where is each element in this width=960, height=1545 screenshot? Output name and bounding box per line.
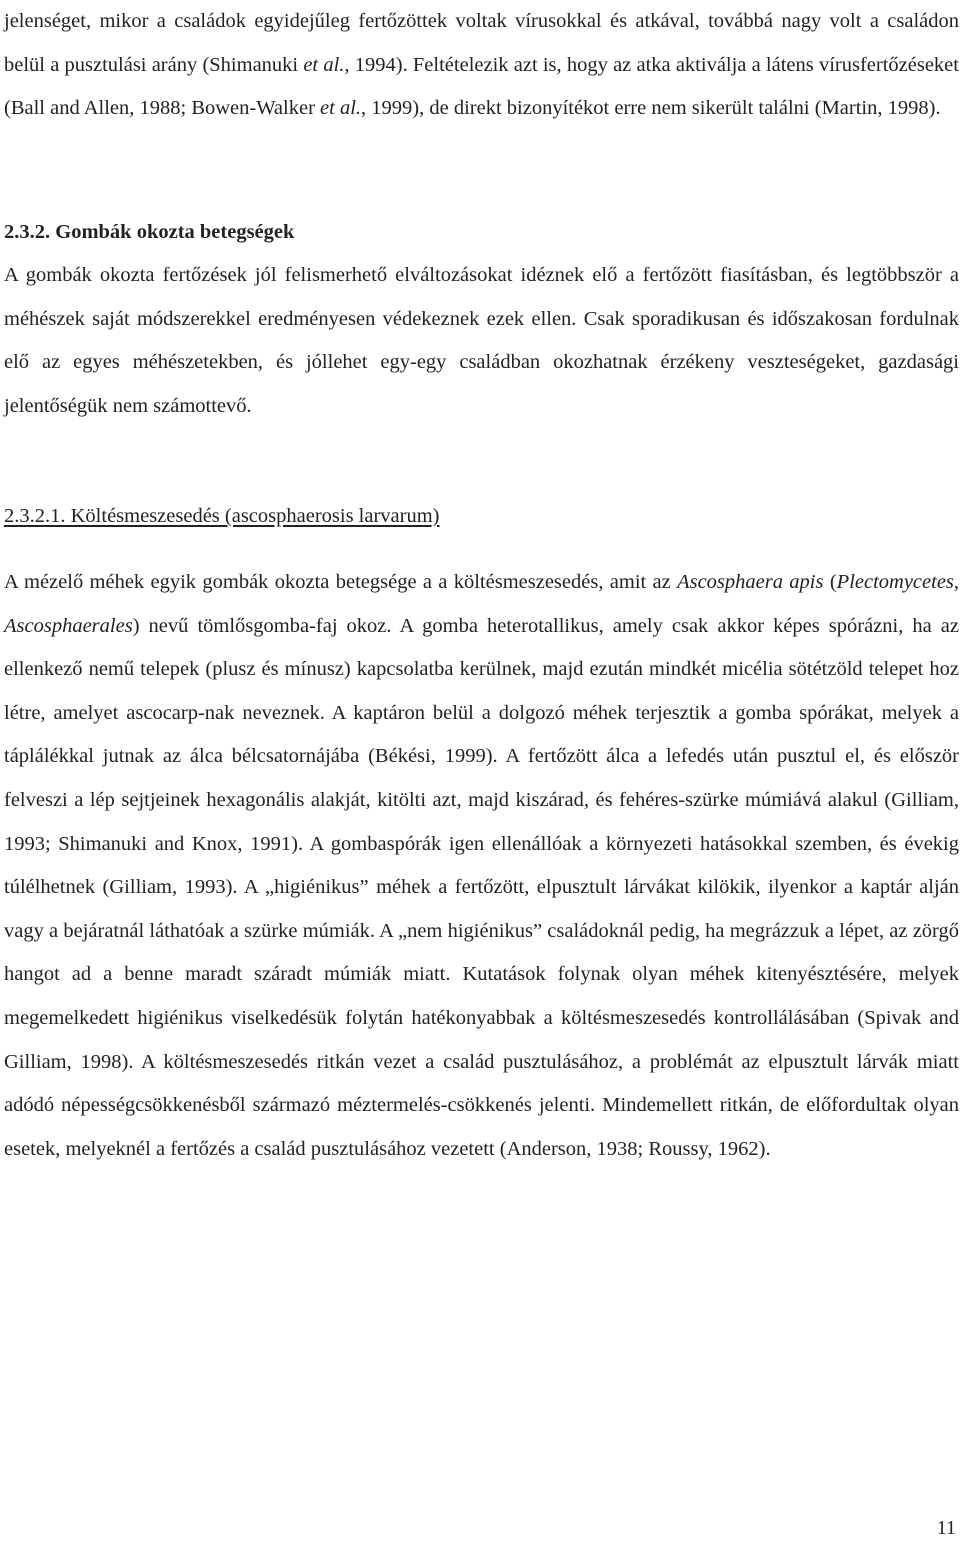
- text-run: (: [823, 571, 837, 593]
- paragraph-virus-mite: [4, 0, 959, 131]
- text-run: A gombák okozta fertőzések jól felismerhető elváltozásokat idéznek elő a fertőzött fiasításban, és legtöbbször a méhészek saját módszerekkel eredményesen védekeznek ezek ellen. Csak sporadikusan és időszakosan fordulnak elő az egyes méhészetekben, és jóllehet egy-egy családban okozhatnak érzékeny veszteségeket, gazdasági jelentőségük nem számottevő.: [4, 264, 959, 417]
- paragraph-chalkbrood: [4, 561, 959, 1171]
- subsection-heading: 2.3.2.1. Költésmeszesedés (ascosphaerosis larvarum): [4, 505, 440, 527]
- section-heading: 2.3.2. Gombák okozta betegségek: [4, 221, 295, 243]
- text-run: , 1994). Feltételezik azt is, hogy az atka aktiválja a látens vírusfertőzéseket (Ball and Allen, 1988; Bowen-Walker: [4, 53, 959, 120]
- page-number: 11: [936, 1517, 956, 1539]
- italic-text-run: et al.: [303, 53, 345, 76]
- italic-text-run: Ascosphaera apis: [677, 571, 824, 593]
- italic-text-run: et al.: [320, 97, 362, 120]
- text-run: A mézelő méhek egyik gombák okozta betegsége a a költésmeszesedés, amit az: [4, 571, 678, 593]
- text-run: ) nevű tömlősgomba-faj okoz. A gomba heterotallikus, amely csak akkor képes spórázni, ha az ellenkező nemű telepek (plusz és mínusz) kapcsolatba kerülnek, majd ezután mindkét micélia sötétzöld telepet hoz létre, amelyet ascocarp-nak neveznek. A kaptáron belül a dolgozó méhek terjesztik a gomba spórákat, melyek a táplálékkal jutnak az álca bélcsatornájába (Békési, 1999). A fertőzött álca a lefedés után pusztul el, és először felveszi a lép sejtjeinek hexagonális alakját, kitölti azt, majd kiszárad, és fehéres-szürke múmiává alakul (Gilliam, 1993; Shimanuki and Knox, 1991). A gombaspórák igen ellenállóak a környezeti hatásokkal szemben, és évekig túlélhetnek (Gilliam, 1993). A „higiénikus” méhek a fertőzött, elpusztult lárvákat kilökik, ilyenkor a kaptár alján vagy a bejáratnál láthatóak a szürke múmiák. A „nem higiénikus” családoknál pedig, ha megrázzuk a lépet, az zörgő hangot ad a benne maradt száradt múmiák miatt. Kutatások folynak olyan méhek kitenyésztésére, melyek megemelkedett higiénikus viselkedésük folytán hatékonyabbak a költésmeszesedés kontrollálásában (Spivak and Gilliam, 1998). A költésmeszesedés ritkán vezet a család pusztulásához, a problémát az elpusztult lárvák miatt adódó népességcsökkenésből származó méztermelés-csökkenés jelenti. Mindemellett ritkán, de előfordultak olyan esetek, melyeknél a fertőzés a család pusztulásához vezetett (Anderson, 1938; Roussy, 1962).: [4, 614, 959, 1160]
- italic-text-run: Plectomycetes, Ascosphaerales: [4, 571, 960, 637]
- text-run: , 1999), de direkt bizonyítékot erre nem sikerült találni (Martin, 1998).: [361, 97, 941, 120]
- paragraph-fungal-diseases: [4, 254, 959, 428]
- text-run: jelenséget, mikor a családok egyidejűleg fertőzöttek voltak vírusokkal és atkával, továbbá nagy volt a családon belül a pusztulási arány (Shimanuki: [4, 10, 959, 76]
